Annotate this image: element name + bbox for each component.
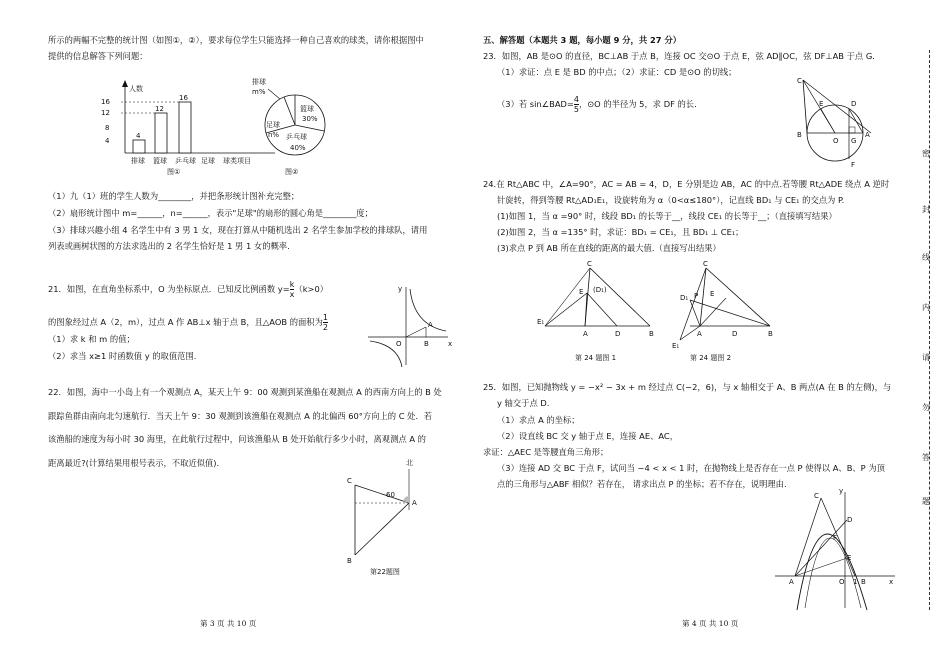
svg-text:E: E <box>819 100 824 108</box>
problem-24-line-5: (3)求点 P 到 AB 所在直线的距离的最大值.（直接写出结果） <box>497 243 721 253</box>
svg-text:C: C <box>347 477 352 485</box>
intro-line-1: 所示的两幅不完整的统计图（如图①，②），要求每位学生只能选择一种自己喜欢的球类，请你根据图中 <box>48 35 424 45</box>
svg-text:C: C <box>814 492 819 500</box>
pie-chart-caption: 图② <box>285 168 299 176</box>
question-3a: （3）排球兴趣小组 4 名学生中有 3 男 1 女，现在打算从中随机选出 2 名学生参加学校的排球队，请用 <box>48 225 428 235</box>
right-page <box>475 0 905 665</box>
problem-25-line-1: 25．如图，已知抛物线 y = −x² − 3x + m 经过点 C(−2，6)，与 x 轴相交于 A、B 两点(A 在 B 的左侧)，与 <box>483 382 892 392</box>
left-page <box>0 0 470 665</box>
problem-22-line-3: 该渔船的速度为每小时 30 海里，在此航行过程中，问该渔船从 B 处开始航行多少小时，离观测点 A 的 <box>48 434 426 444</box>
svg-text:16: 16 <box>179 94 188 102</box>
svg-text:D: D <box>851 100 857 108</box>
ytick-12: 12 <box>101 109 110 117</box>
problem-24-line-3: (1)如图 1，当 α =90° 时，线段 BD₁ 的长等于__，线段 CE₁ 的长等于__；（直接填写结果） <box>497 211 837 221</box>
problem-24-caption-1: 第 24 题图 1 <box>575 354 617 362</box>
angle-mark <box>403 496 409 503</box>
ytick-4: 4 <box>105 137 110 145</box>
ytick-16: 16 <box>101 98 110 106</box>
svg-text:B: B <box>768 330 773 338</box>
svg-text:D: D <box>615 330 621 338</box>
x-axis-label: 球类项目 <box>223 157 251 165</box>
pie-value-pingpong: 40% <box>290 144 306 152</box>
bar-volleyball <box>133 140 145 153</box>
problem-23-figure <box>793 75 893 175</box>
svg-text:D: D <box>847 516 853 524</box>
svg-text:E₁: E₁ <box>537 318 545 326</box>
pie-value-football: n% <box>268 131 280 139</box>
svg-text:A: A <box>865 131 870 139</box>
problem-22-figure <box>340 455 440 580</box>
problem-25-line-3: （1）求点 A 的坐标； <box>497 415 580 425</box>
pie-label-pingpong: 乒乓球 <box>286 133 307 141</box>
svg-text:F: F <box>851 161 856 169</box>
ytick-8: 8 <box>105 124 110 132</box>
problem-21-line-1: 21．如图，在直角坐标系中，O 为坐标原点．已知反比例函数 y= $\frac{k}{x}$ （k>0） <box>48 280 329 299</box>
page-footer-left: 第 3 页 共 10 页 <box>200 619 257 628</box>
svg-text:F: F <box>833 534 838 542</box>
problem-21-line-2: 的图象经过点 A（2，m），过点 A 作 AB⊥x 轴于点 B，且△AOB 的面积为 $\frac{1}{2}$ <box>48 313 328 332</box>
problem-22-line-4: 距离最近?(计算结果用根号表示，不取近似值)． <box>48 458 225 468</box>
svg-text:A: A <box>428 321 433 329</box>
problem-24-caption-2: 第 24 题图 2 <box>690 354 732 362</box>
y-axis-arrow <box>122 80 128 87</box>
svg-text:B: B <box>797 131 802 139</box>
svg-text:x: x <box>889 578 894 586</box>
problem-25-figure <box>775 488 900 613</box>
intro-line-2: 提供的信息解答下列问题： <box>48 51 148 61</box>
svg-text:B: B <box>861 578 866 586</box>
problem-23-line-3: （3）若 sin∠BAD= $\frac{4}{5}$ ，⊙O 的半径为 5，求 DF 的长. <box>497 95 697 114</box>
north-label: 北 <box>406 459 413 467</box>
problem-25-line-5: 求证：△AEC 是等腰直角三角形； <box>483 447 609 457</box>
problem-24-figure-1 <box>535 258 675 366</box>
y-axis-label: 人数 <box>129 85 143 93</box>
problem-25-line-4: （2）设直线 BC 交 y 轴于点 E，连接 AE、AC， <box>497 431 678 441</box>
svg-text:(D₁): (D₁) <box>593 286 607 294</box>
fraction-one-half: $\frac{1}{2}$ <box>322 313 328 332</box>
fraction-4-over-5: $\frac{4}{5}$ <box>573 95 579 114</box>
problem-22-line-2: 跟踪鱼群由南向北匀速航行．当天上午 9：30 观测到该渔船在观测点 A 的北偏西 60°方向上的 C 处．若 <box>48 411 433 421</box>
svg-text:D₁: D₁ <box>680 294 689 302</box>
svg-text:C: C <box>797 77 802 85</box>
svg-text:A: A <box>789 578 794 586</box>
problem-25-line-7: 点的三角形与△ABF 相似？若存在， 请求出点 P 的坐标；若不存在，说明理由. <box>497 479 787 489</box>
svg-text:C: C <box>587 260 592 268</box>
svg-text:乒乓球: 乒乓球 <box>175 157 196 165</box>
angle-label: 60 <box>386 491 395 499</box>
pie-label-football: 足球 <box>266 121 280 129</box>
svg-text:G: G <box>851 137 857 145</box>
svg-text:E: E <box>847 554 852 562</box>
pie-label-basketball: 篮球 <box>300 105 314 113</box>
parabola <box>797 534 867 610</box>
pie-label-volleyball: 排球 <box>252 78 266 86</box>
svg-text:1: 1 <box>853 578 858 586</box>
svg-text:O: O <box>833 137 839 145</box>
question-2: （2）扇形统计图中 m=______，n=______，表示"足球"的扇形的圆心角是________度； <box>48 208 373 218</box>
bar-pingpong <box>179 102 191 153</box>
problem-24-figure-2 <box>670 258 790 366</box>
problem-21-q1: （1）求 k 和 m 的值； <box>48 334 135 344</box>
svg-text:B: B <box>424 340 429 348</box>
svg-text:A: A <box>412 499 417 507</box>
problem-24-line-2: 针旋转，得到等腰 Rt△AD₁E₁，设旋转角为 α（0<α≤180°），记直线 BD₁ 与 CE₁ 的交点为 P. <box>497 195 845 205</box>
svg-text:排球: 排球 <box>131 157 145 165</box>
problem-24-line-1: 24.在 Rt△ABC 中，∠A=90°，AC = AB = 4，D，E 分别是边 AB，AC 的中点.若等腰 Rt△ADE 绕点 A 逆时 <box>483 179 890 189</box>
svg-text:y: y <box>398 285 403 293</box>
svg-text:E₁: E₁ <box>672 342 680 350</box>
problem-21-figure <box>368 285 453 370</box>
svg-text:O: O <box>396 340 402 348</box>
pie-value-volleyball: m% <box>252 88 266 96</box>
svg-text:E: E <box>710 290 715 298</box>
svg-text:4: 4 <box>136 132 141 140</box>
svg-text:A: A <box>697 330 702 338</box>
svg-text:B: B <box>347 557 352 565</box>
section-heading: 五、解答题（本题共 3 题，每小题 9 分，共 27 分） <box>483 35 682 45</box>
svg-text:E: E <box>579 288 584 296</box>
svg-text:D: D <box>732 330 738 338</box>
svg-text:足球: 足球 <box>201 157 215 165</box>
problem-21-q2: （2）求当 x≥1 时函数值 y 的取值范围. <box>48 351 197 361</box>
bar-chart-caption: 图① <box>167 168 181 176</box>
svg-text:12: 12 <box>155 105 164 113</box>
pie-chart-figure-2 <box>250 75 340 185</box>
problem-22-caption: 第22题图 <box>370 568 400 576</box>
fraction-k-over-x: $\frac{k}{x}$ <box>289 280 295 299</box>
svg-text:O: O <box>839 578 845 586</box>
svg-text:x: x <box>448 340 453 348</box>
bar-basketball <box>155 113 167 153</box>
pie-value-basketball: 30% <box>302 115 318 123</box>
question-1: （1）九（1）班的学生人数为________，并把条形统计图补充完整； <box>48 191 300 201</box>
question-3b: 列表或画树状图的方法求选出的 2 名学生恰好是 1 男 1 女的概率. <box>48 241 290 251</box>
problem-24-line-4: (2)如图 2，当 α =135° 时，求证：BD₁ = CE₁，且 BD₁ ⊥ CE₁； <box>497 227 744 237</box>
problem-23-line-2: （1）求证：点 E 是 BD 的中点；（2）求证：CD 是⊙O 的切线； <box>497 67 737 77</box>
page-footer-right: 第 4 页 共 10 页 <box>682 619 739 628</box>
svg-text:B: B <box>649 330 654 338</box>
problem-22-line-1: 22．如图，海中一小岛上有一个观测点 A，某天上午 9：00 观测到某渔船在观测点 A 的西南方向上的 B 处 <box>48 387 442 397</box>
problem-25-line-2: y 轴交于点 D. <box>497 398 550 408</box>
seal-text: 密 封 线 内 请 勿 答 题 <box>922 149 930 506</box>
problem-25-line-6: （3）连接 AD 交 BC 于点 F，试问当 −4 < x < 1 时，在抛物线上是否存在一点 P 使得以 A、B、P 为顶 <box>497 463 885 473</box>
svg-text:A: A <box>583 330 588 338</box>
svg-text:篮球: 篮球 <box>153 157 167 165</box>
svg-text:y: y <box>839 487 844 495</box>
svg-text:C: C <box>703 260 708 268</box>
svg-text:P: P <box>694 292 699 300</box>
problem-23-line-1: 23．如图，AB 是⊙O 的直径，BC⊥AB 于点 B，连接 OC 交⊙O 于点 E，弦 AD∥OC，弦 DF⊥AB 于点 G. <box>483 51 875 61</box>
